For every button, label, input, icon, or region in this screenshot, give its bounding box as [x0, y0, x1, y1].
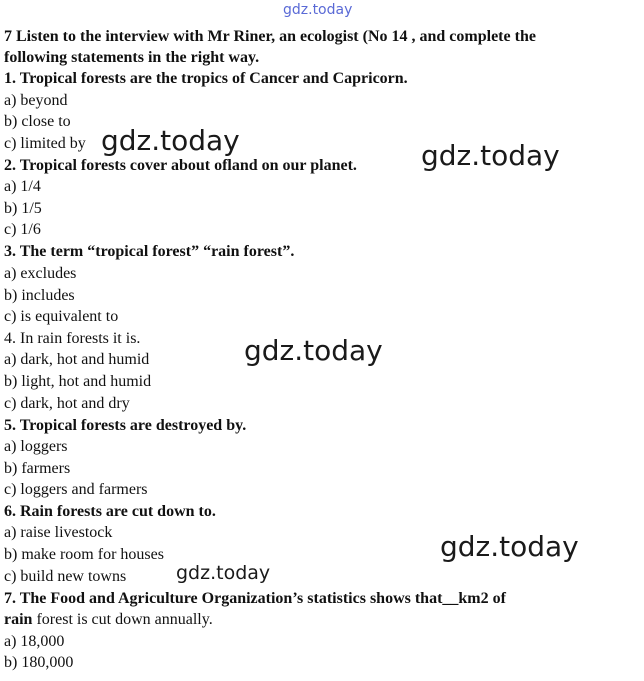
q7-option-a: a) 18,000	[4, 633, 65, 650]
exercise-instruction-line1: 7 Listen to the interview with Mr Riner, an ecologist (No 14 , and complete the	[4, 28, 536, 45]
q7-option-b: b) 180,000	[4, 654, 74, 671]
watermark-5: gdz.today	[176, 562, 271, 584]
q4-option-b: b) light, hot and humid	[4, 373, 152, 390]
question-2: 2. Tropical forests cover about ofland on our planet.	[4, 157, 357, 174]
question-6: 6. Rain forests are cut down to.	[4, 503, 216, 520]
question-5: 5. Tropical forests are destroyed by.	[4, 417, 247, 434]
watermark-1: gdz.today	[101, 124, 240, 157]
q6-option-b: b) make room for houses	[4, 546, 164, 563]
q2-option-c: c) 1/6	[4, 221, 41, 238]
q5-option-a: a) loggers	[4, 438, 68, 455]
q3-option-a: a) excludes	[4, 265, 77, 282]
exercise-instruction-line2: following statements in the right way.	[4, 49, 260, 66]
q3-option-c: c) is equivalent to	[4, 308, 119, 325]
watermark-3: gdz.today	[244, 334, 383, 367]
question-3: 3. The term “tropical forest” “rain forest”.	[4, 243, 295, 260]
question-4: 4. In rain forests it is.	[4, 330, 141, 347]
q1-option-a: a) beyond	[4, 92, 68, 109]
q5-option-b: b) farmers	[4, 460, 71, 477]
watermark-top: gdz.today	[283, 2, 353, 18]
q2-option-a: a) 1/4	[4, 178, 41, 195]
q5-option-c: c) loggers and farmers	[4, 481, 148, 498]
q4-option-c: c) dark, hot and dry	[4, 395, 130, 412]
question-7-line2-rest: forest is cut down annually.	[32, 611, 213, 628]
q6-option-a: a) raise livestock	[4, 524, 113, 541]
watermark-4: gdz.today	[440, 530, 579, 563]
q3-option-b: b) includes	[4, 287, 75, 304]
q6-option-c: c) build new towns	[4, 568, 127, 585]
q1-option-b: b) close to	[4, 113, 71, 130]
question-1: 1. Tropical forests are the tropics of Cancer and Capricorn.	[4, 70, 408, 87]
watermark-2: gdz.today	[421, 139, 560, 172]
q4-option-a: a) dark, hot and humid	[4, 351, 150, 368]
question-7-line1: 7. The Food and Agriculture Organization’s statistics shows that__km2 of	[4, 590, 506, 607]
question-7-bold-word: rain	[4, 611, 33, 628]
q1-option-c: c) limited by	[4, 135, 86, 152]
q2-option-b: b) 1/5	[4, 200, 42, 217]
question-7-line2	[4, 610, 213, 630]
